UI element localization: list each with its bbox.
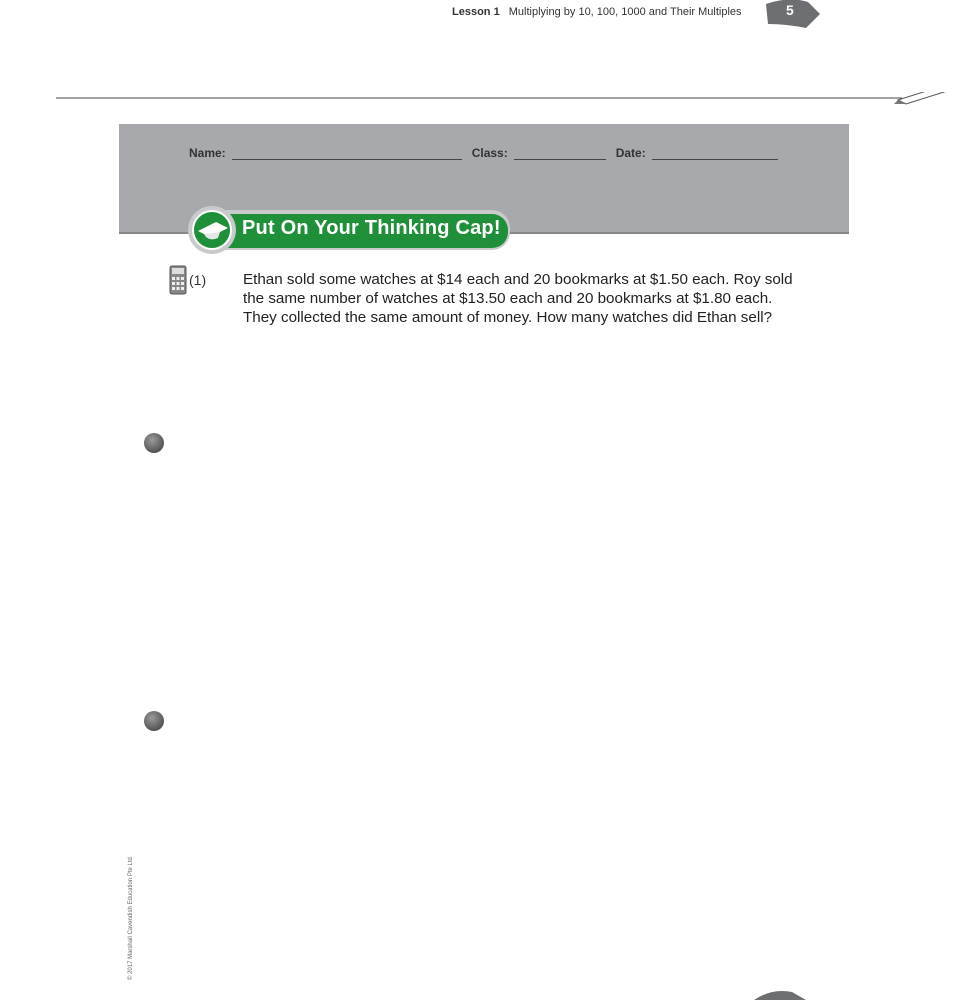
name-label: Name: [189,146,226,160]
chapter-number: 5 [786,2,794,18]
name-class-date-row [189,146,788,160]
thinking-cap-heading [182,200,512,256]
lesson-label: Lesson 1 [452,6,500,18]
punch-hole [144,711,164,731]
date-field[interactable] [652,147,778,160]
section-title: Put On Your Thinking Cap! [242,217,501,239]
class-label: Class: [471,146,508,160]
lesson-title: Multiplying by 10, 100, 1000 and Their Multiples [508,6,742,18]
footer-page-badge [748,980,808,1000]
copyright-text: © 2017 Marshall Cavendish Education Pte Ltd [128,857,134,980]
top-rule [56,92,946,106]
chapter-badge [760,0,822,32]
question-number: (1) [189,272,207,288]
name-field[interactable] [232,147,462,160]
calculator-icon [169,265,187,295]
lesson-header [452,6,742,18]
punch-hole [144,433,164,453]
date-label: Date: [615,146,646,160]
question-text: Ethan sold some watches at $14 each and 20 bookmarks at $1.50 each. Roy sold the same number of watches at $13.50 each and 20 bookmarks at $1.80 each. They collected the same amount of money. How many watches did Ethan sell? [243,271,793,326]
class-field[interactable] [514,147,606,160]
